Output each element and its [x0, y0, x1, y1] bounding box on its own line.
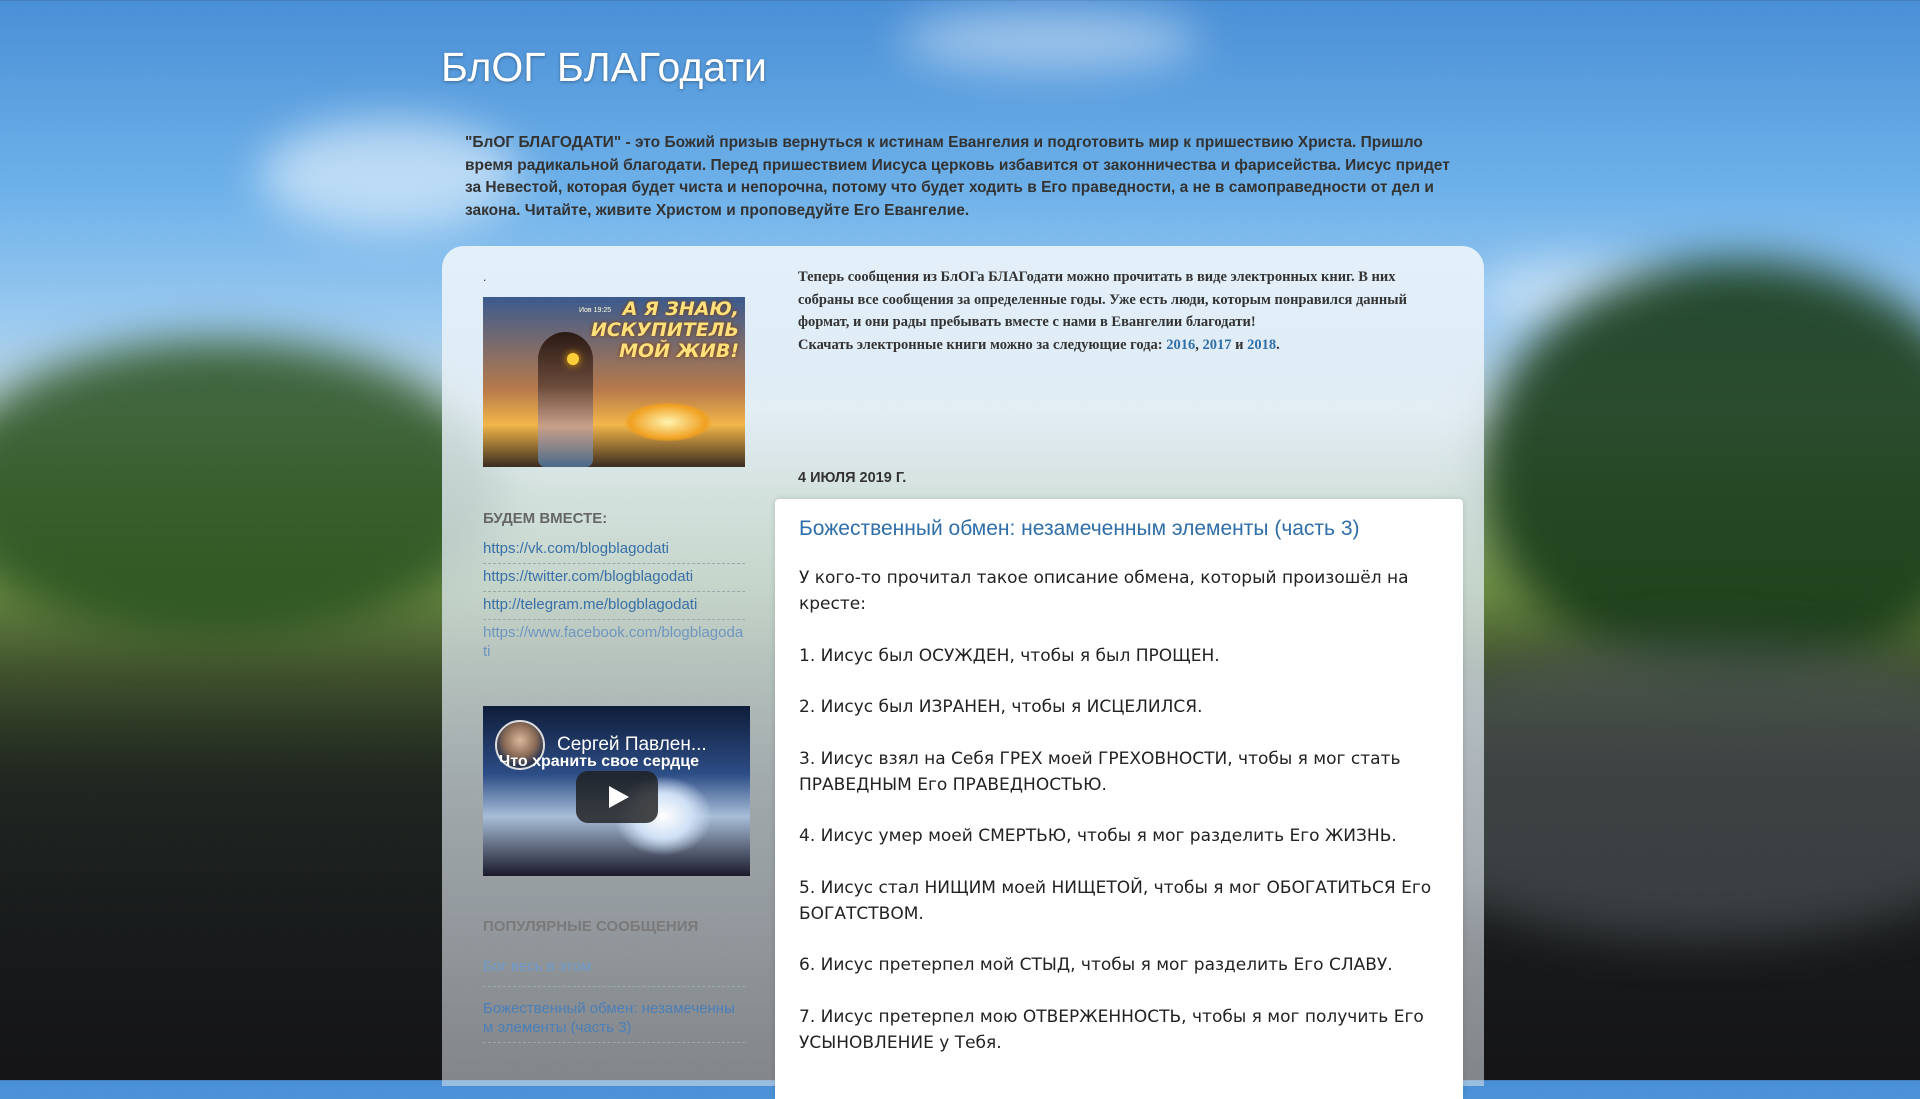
widget-dot: .: [483, 270, 487, 284]
twitter-link[interactable]: https://twitter.com/blogblagodati: [483, 568, 694, 585]
ebooks-text: [798, 266, 1438, 356]
list-item: [483, 592, 745, 620]
video-title[interactable]: Сергей Павлен...: [557, 734, 707, 755]
promo-image[interactable]: [483, 297, 745, 467]
list-item: [483, 564, 745, 592]
vk-link[interactable]: https://vk.com/blogblagodati: [483, 540, 669, 557]
video-embed[interactable]: [483, 706, 750, 876]
ebook-year-link[interactable]: 2018: [1247, 336, 1277, 353]
blog-title[interactable]: БлОГ БЛАГодати: [441, 44, 767, 90]
post-body: [799, 565, 1439, 1081]
post: [775, 499, 1463, 1099]
play-icon[interactable]: [576, 771, 658, 823]
popular-post-link[interactable]: Бог весь в этом: [483, 958, 592, 975]
list-item: [483, 954, 745, 987]
video-subtitle: Что хранить свое сердце: [499, 753, 699, 770]
post-paragraph: 4. Иисус умер моей СМЕРТЬЮ, чтобы я мог разделить Его ЖИЗНЬ.: [799, 826, 1397, 846]
promo-text: А Я ЗНАЮ, ИСКУПИТЕЛЬ МОЙ ЖИВ!: [590, 298, 739, 362]
post-paragraph: У кого-то прочитал такое описание обмена, который произошёл на кресте:: [799, 568, 1409, 614]
post-paragraph: 1. Иисус был ОСУЖДЕН, чтобы я был ПРОЩЕН.: [799, 645, 1220, 666]
separator: и: [1235, 336, 1244, 353]
facebook-link[interactable]: https://www.facebook.com/blogblagodati: [483, 624, 744, 660]
ebooks-notice: [798, 266, 1438, 356]
background-cloud: [900, 10, 1200, 70]
separator: ,: [1195, 336, 1199, 353]
telegram-link[interactable]: http://telegram.me/blogblagodati: [483, 596, 698, 613]
post-date: 4 ИЮЛЯ 2019 Г.: [798, 470, 907, 486]
sunset: [623, 402, 713, 442]
together-title: БУДЕМ ВМЕСТЕ:: [483, 510, 608, 527]
popular-post-link[interactable]: Божественный обмен: незамеченным элементы (часть 3): [483, 1000, 735, 1036]
social-links: [483, 536, 745, 666]
ebooks-download-label: Скачать электронные книги можно за следующие года:: [798, 336, 1163, 353]
list-item: [483, 620, 745, 666]
list-item: [483, 536, 745, 564]
blog-description: "БлОГ БЛАГОДАТИ" - это Божий призыв вернуться к истинам Евангелия и подготовить мир к пришествию Христа. Пришло время радикальной благодати. Перед пришествием Иисуса церковь избавится от законничества и фарисейства. Иисус придет за Невестой, которая будет чиста и непорочна, потому что будет ходить в Его праведности, а не в самоправедности от дел и закона. Читайте, живите Христом и проповедуйте Его Евангелие.: [465, 134, 1450, 219]
post-paragraph: 2. Иисус был ИЗРАНЕН, чтобы я ИСЦЕЛИЛСЯ.: [799, 697, 1203, 717]
ebook-year-link[interactable]: 2016: [1166, 336, 1196, 353]
post-title[interactable]: Божественный обмен: незамеченным элементы (часть 3): [799, 517, 1360, 540]
popular-posts: [483, 954, 745, 1043]
post-paragraph: 7. Иисус претерпел мою ОТВЕРЖЕННОСТЬ, чтобы я мог получить Его УСЫНОВЛЕНИЕ у Тебя.: [799, 1006, 1424, 1053]
post-paragraph: 6. Иисус претерпел мой СТЫД, чтобы я мог разделить Его СЛАВУ.: [799, 955, 1393, 975]
popular-title: ПОПУЛЯРНЫЕ СООБЩЕНИЯ: [483, 918, 699, 935]
post-paragraph: 3. Иисус взял на Себя ГРЕХ моей ГРЕХОВНОСТИ, чтобы я мог стать ПРАВЕДНЫМ Его ПРАВЕДНОСТЬЮ.: [799, 748, 1401, 795]
ebooks-intro: Теперь сообщения из БлОГа БЛАГодати можно прочитать в виде электронных книг. В них собраны все сообщения за определенные годы. Уже есть люди, которым понравился данный формат, и они рады пребывать вместе с нами в Евангелии благодати!: [798, 269, 1407, 331]
background-trees: [0, 340, 500, 640]
promo-reference: Иов 19:25: [579, 307, 612, 314]
list-item: [483, 987, 745, 1043]
ebook-year-link[interactable]: 2017: [1202, 336, 1232, 353]
post-paragraph: 5. Иисус стал НИЩИМ моей НИЩЕТОЙ, чтобы я мог ОБОГАТИТЬСЯ Его БОГАТСТВОМ.: [799, 877, 1432, 924]
separator: .: [1276, 336, 1280, 353]
